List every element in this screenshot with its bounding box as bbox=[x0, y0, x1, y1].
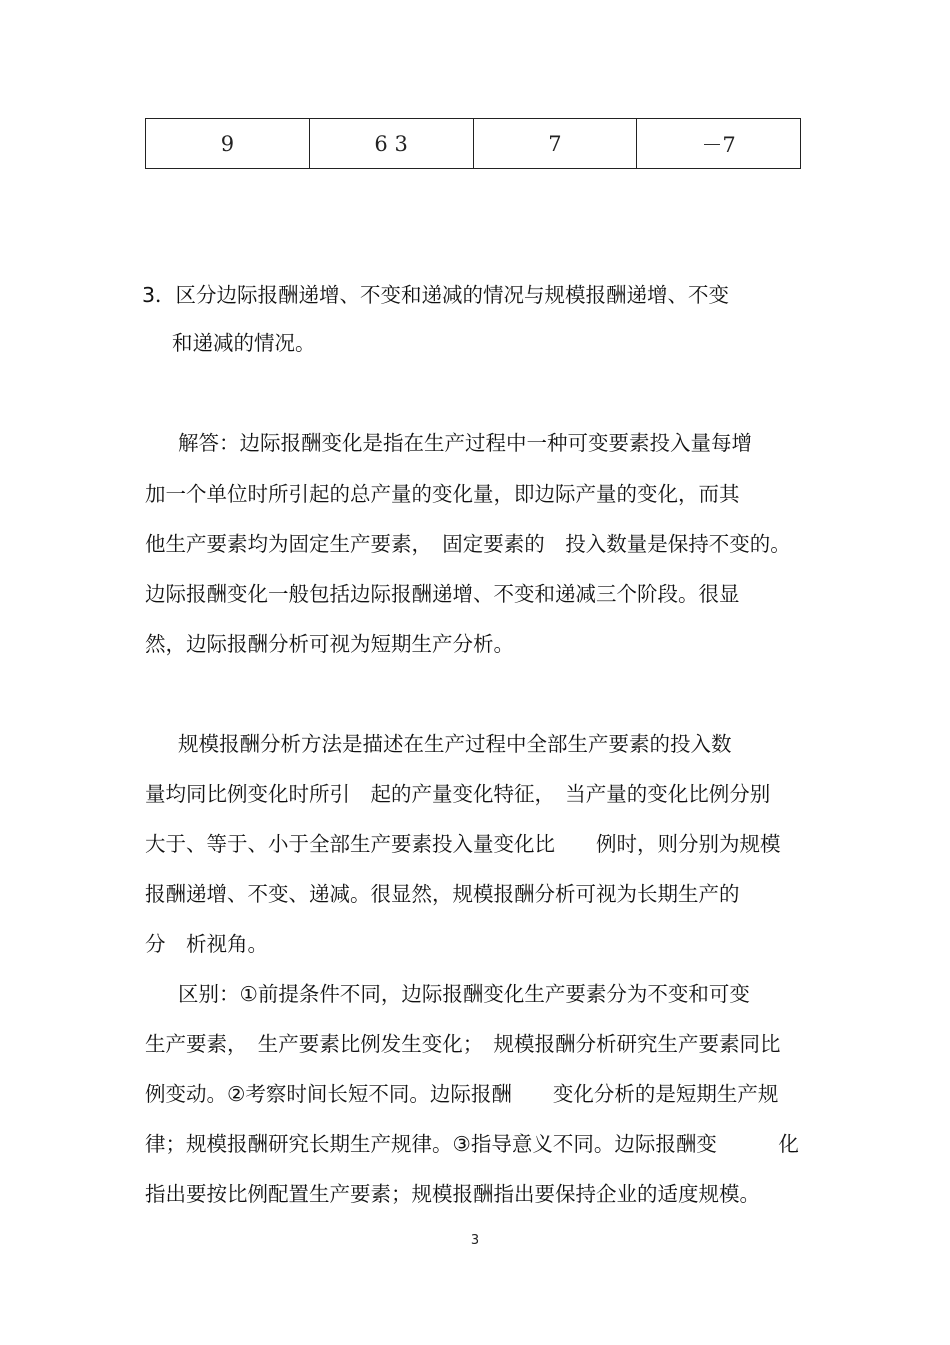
answer-line: 区别：①前提条件不同，边际报酬变化生产要素分为不变和可变 bbox=[178, 982, 750, 1006]
table-cell: 7 bbox=[473, 119, 637, 169]
question-line: 3．区分边际报酬递增、不变和递减的情况与规模报酬递增、不变 bbox=[142, 283, 730, 307]
table-cell: －7 bbox=[637, 119, 801, 169]
answer-line: 加一个单位时所引起的总产量的变化量，即边际产量的变化，而其 bbox=[145, 482, 740, 506]
answer-line: 例变动。②考察时间长短不同。边际报酬 变化分析的是短期生产规 bbox=[145, 1082, 779, 1106]
data-table bbox=[145, 118, 801, 169]
answer-line: 解答：边际报酬变化是指在生产过程中一种可变要素投入量每增 bbox=[178, 431, 752, 455]
answer-line: 然，边际报酬分析可视为短期生产分析。 bbox=[145, 632, 514, 656]
answer-line: 大于、等于、小于全部生产要素投入量变化比 例时，则分别为规模 bbox=[145, 832, 781, 856]
table-cell: 9 bbox=[146, 119, 310, 169]
answer-line: 律；规模报酬研究长期生产规律。③指导意义不同。边际报酬变 化 bbox=[145, 1132, 799, 1156]
answer-line: 分 析视角。 bbox=[145, 932, 268, 956]
answer-line: 量均同比例变化时所引 起的产量变化特征， 当产量的变化比例分别 bbox=[145, 782, 771, 806]
table-row bbox=[146, 119, 801, 169]
answer-line: 边际报酬变化一般包括边际报酬递增、不变和递减三个阶段。很显 bbox=[145, 582, 740, 606]
table-cell: 6 3 bbox=[309, 119, 473, 169]
answer-line: 报酬递增、不变、递减。很显然，规模报酬分析可视为长期生产的 bbox=[145, 882, 740, 906]
answer-line: 生产要素， 生产要素比例发生变化； 规模报酬分析研究生产要素同比 bbox=[145, 1032, 781, 1056]
page-number: 3 bbox=[470, 1233, 480, 1248]
answer-line: 他生产要素均为固定生产要素， 固定要素的 投入数量是保持不变的。 bbox=[145, 532, 791, 556]
question-line: 和递减的情况。 bbox=[172, 331, 316, 355]
answer-line: 规模报酬分析方法是描述在生产过程中全部生产要素的投入数 bbox=[178, 732, 732, 756]
answer-line: 指出要按比例配置生产要素；规模报酬指出要保持企业的适度规模。 bbox=[145, 1182, 760, 1206]
